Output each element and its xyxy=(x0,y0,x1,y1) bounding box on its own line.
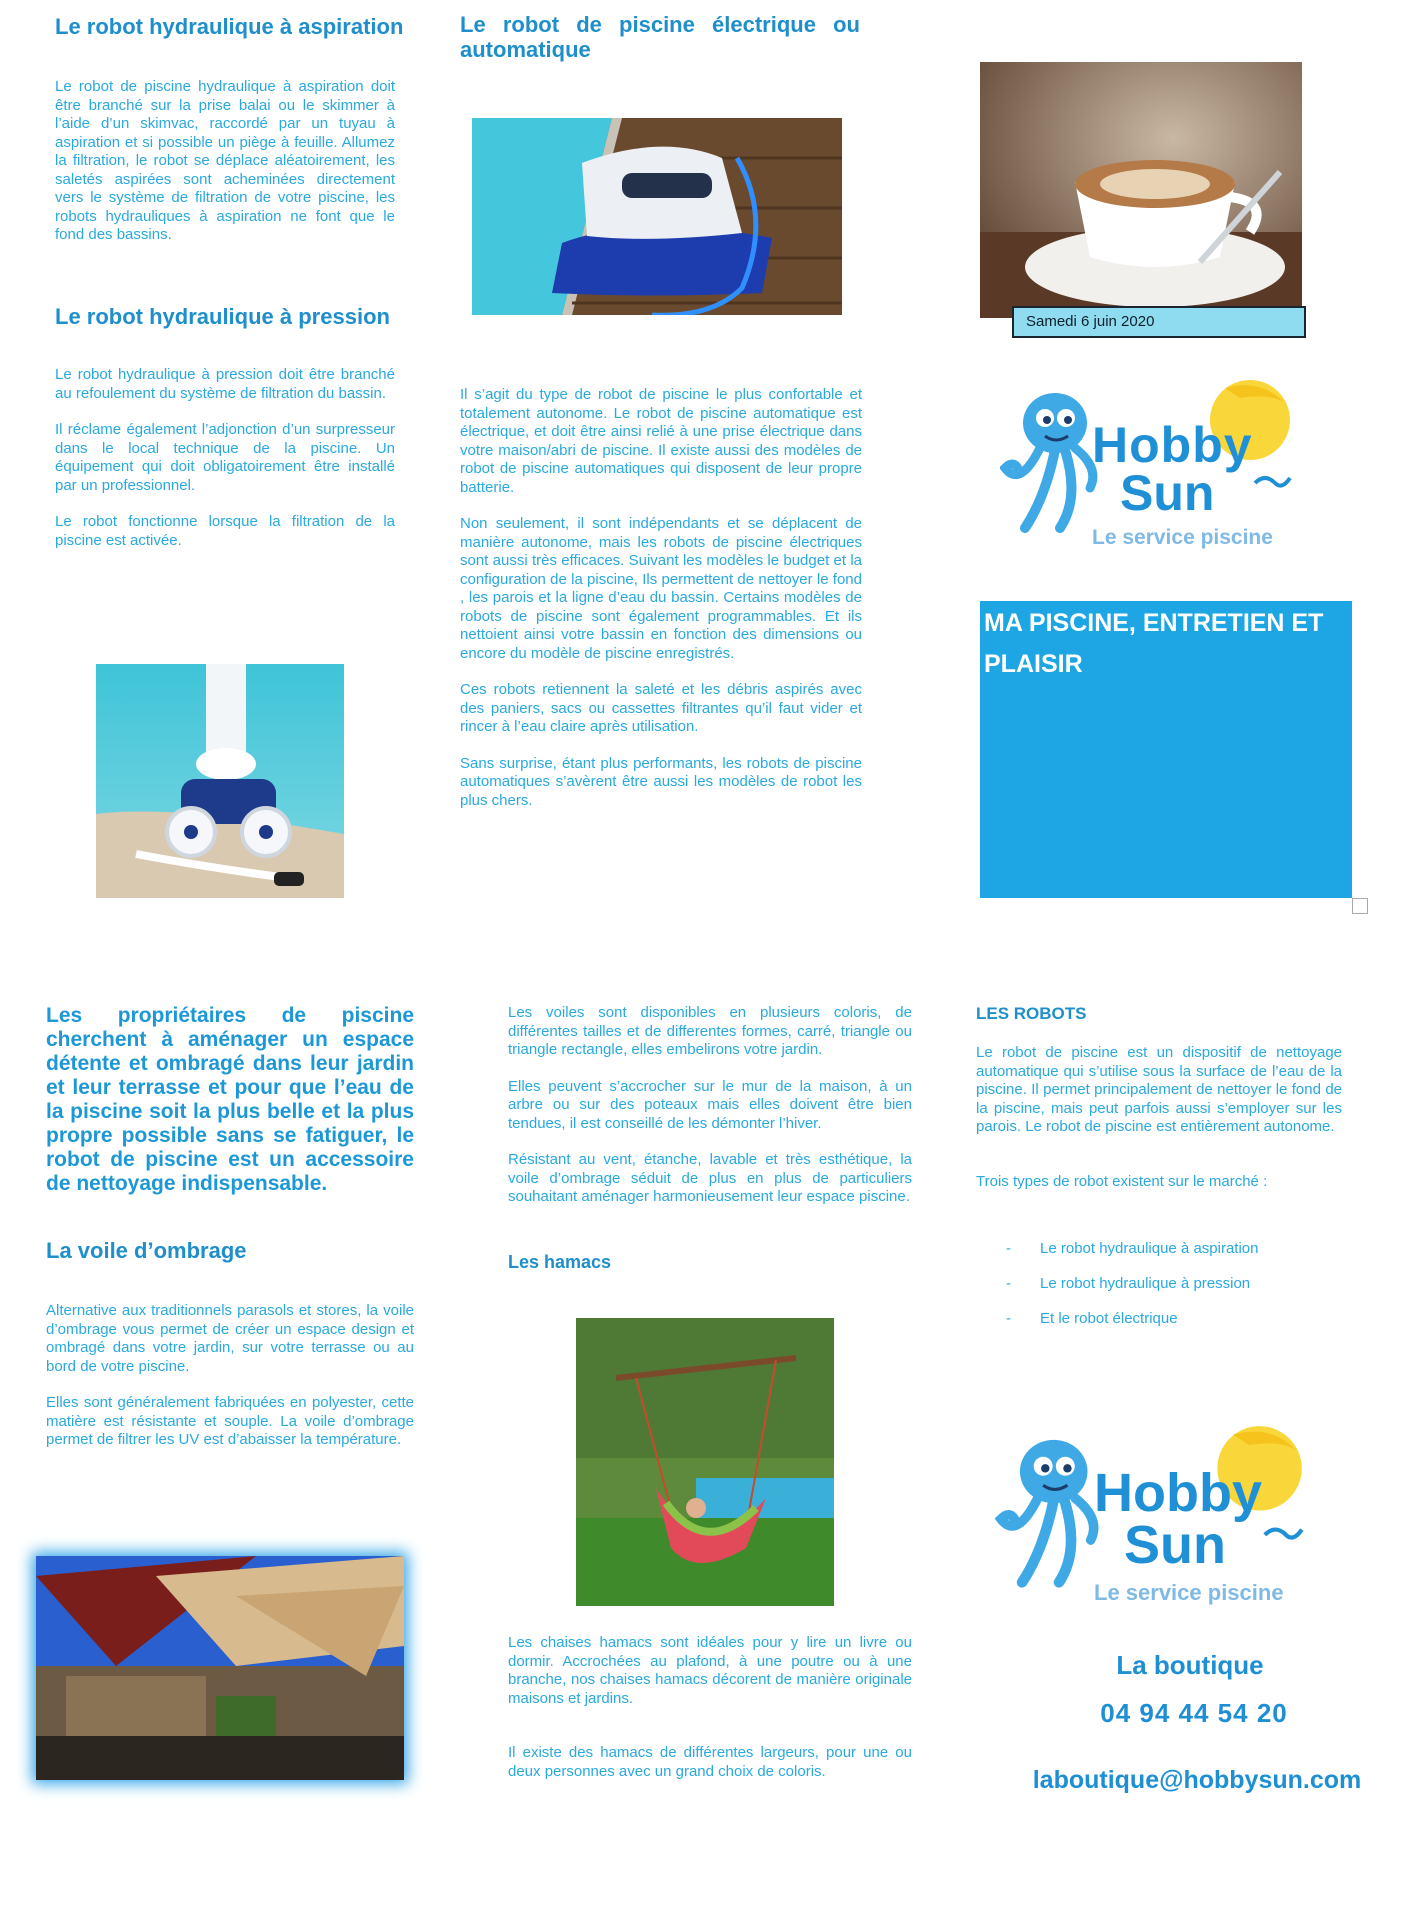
text-aspiration xyxy=(55,78,395,263)
date-box xyxy=(1012,306,1306,338)
text-hamacs xyxy=(508,1634,912,1799)
hobbysun-logo xyxy=(1000,378,1300,558)
title-robot-aspiration: Le robot hydraulique à aspiration xyxy=(55,14,404,39)
phone-number[interactable]: 04 94 44 54 20 xyxy=(1100,1698,1288,1728)
list-dash: - xyxy=(1006,1240,1011,1257)
title-hamacs: Les hamacs xyxy=(508,1252,612,1272)
logo-tagline: Le service piscine xyxy=(1092,526,1273,549)
text-electrique xyxy=(460,386,862,828)
paragraph: Il s’agit du type de robot de piscine le plus confortable et totalement autonome. Le robot de piscine automatique est électrique, et doit être ainsi relié à une prise électrique dans votre maison/abri de piscine. Il existe aussi des modèles de robot de piscine automatiques qui disposent de leur propre batterie. xyxy=(460,386,862,496)
paragraph: Alternative aux traditionnels parasols et stores, la voile d’ombrage vous permet de créer un espace design et ombragé dans votre jardin, sur votre terrasse ou au bord de votre piscine. xyxy=(46,1302,414,1375)
email-link[interactable]: laboutique@hobbysun.com xyxy=(1032,1766,1362,1794)
lead-paragraph: Les propriétaires de piscine cherchent à aménager un espace détente et ombragé dans leur jardin et leur terrasse et pour que l’eau de la piscine soit la plus belle et la plus propre possible sans se fatiguer, le robot de piscine est un accessoire de nettoyage indispensable. xyxy=(46,1004,414,1195)
banner-title: MA PISCINE, ENTRETIEN ET PLAISIR xyxy=(984,609,1324,678)
paragraph: Il existe des hamacs de différentes largeurs, pour une ou deux personnes avec un grand choix de coloris. xyxy=(508,1744,912,1780)
list-item-text: Le robot hydraulique à pression xyxy=(1040,1275,1251,1292)
resize-handle[interactable] xyxy=(1352,898,1368,914)
list-dash: - xyxy=(1006,1275,1011,1292)
list-item xyxy=(976,1310,1342,1327)
pressure-robot-photo xyxy=(96,664,344,898)
paragraph: Elles peuvent s’accrocher sur le mur de la maison, à un arbre ou sur des poteaux mais elles doivent être bien tendues, il est conseillé de les démonter l’hiver. xyxy=(508,1077,912,1132)
title-voile-ombrage: La voile d’ombrage xyxy=(46,1238,247,1263)
title-banner xyxy=(980,601,1352,898)
paragraph: Les voiles sont disponibles en plusieurs coloris, de différentes tailles et de differentes formes, carré, triangle ou triangle rectangle, elles embelirons votre jardin. xyxy=(508,1004,912,1058)
logo-tagline: Le service piscine xyxy=(1094,1580,1284,1605)
list-item xyxy=(976,1240,1342,1257)
paragraph: Elles sont généralement fabriquées en polyester, cette matière est résistante et souple. La voile d’ombrage permet de filtrer les UV est d’abaisser la température. xyxy=(46,1394,414,1448)
coffee-photo xyxy=(980,62,1302,318)
list-item-text: Et le robot électrique xyxy=(1040,1310,1178,1327)
paragraph: Trois types de robot existent sur le marché : xyxy=(976,1172,1268,1190)
list-item-text: Le robot hydraulique à aspiration xyxy=(1040,1240,1259,1257)
shade-sail-photo xyxy=(36,1556,404,1780)
logo-word-sun: Sun xyxy=(1120,465,1215,521)
logo-word-hobby: Hobby xyxy=(1094,1463,1262,1523)
paragraph: Le robot fonctionne lorsque la filtration de la piscine est activée. xyxy=(55,513,395,549)
title-les-robots: LES ROBOTS xyxy=(976,1004,1087,1023)
paragraph: Les chaises hamacs sont idéales pour y lire un livre ou dormir. Accrochées au plafond, à une poutre ou à une branche, nos chaises hamacs décorent de manière originale maisons et jardins. xyxy=(508,1634,912,1707)
text-voile-ombrage xyxy=(46,1302,414,1468)
logo-word-sun: Sun xyxy=(1124,1515,1226,1575)
title-robot-pression: Le robot hydraulique à pression xyxy=(55,304,390,329)
paragraph: Le robot de piscine hydraulique à aspiration doit être branché sur la prise balai ou le skimmer à l’aide d’un skimvac, raccordé par un tuyau à aspiration et si possible un piège à feuille. Allumez la filtration, le robot se déplace aléatoirement, les saletés aspirées sont acheminées directement vers le système de filtration de votre piscine, les robots hydrauliques à aspiration ne font que le fond des bassins. xyxy=(55,78,395,243)
text-les-robots xyxy=(976,1044,1342,1209)
paragraph: Le robot de piscine est un dispositif de nettoyage automatique qui s’utilise sous la surface de l’eau de la piscine. Il permet principalement de nettoyer le fond de la piscine, mais peut parfois aussi s’employer sur les parois. Le robot de piscine est entièrement autonome. xyxy=(976,1044,1342,1135)
paragraph: Non seulement, il sont indépendants et se déplacent de manière autonome, mais les robots de piscine électriques sont aussi très efficaces. Suivant les modèles le budget et la configuration de la piscine, Ils permettent de nettoyer le fond , les parois et la ligne d’eau du bassin. Certains modèles de robots de piscine sont également programmables. Et ils nettoient ainsi votre bassin en fonction des dimensions ou encore du modèle de piscine enregistrés. xyxy=(460,515,862,662)
date-text: Samedi 6 juin 2020 xyxy=(1026,313,1155,330)
robot-types-list xyxy=(976,1240,1342,1345)
hobbysun-logo-2 xyxy=(994,1424,1314,1614)
shop-label: La boutique xyxy=(1116,1650,1264,1680)
paragraph: Le robot hydraulique à pression doit être branché au refoulement du système de filtration du bassin. xyxy=(55,366,395,402)
text-voiles xyxy=(508,1004,912,1225)
hammock-photo xyxy=(576,1318,834,1606)
logo-word-hobby: Hobby xyxy=(1092,417,1253,473)
list-dash: - xyxy=(1006,1310,1011,1327)
electric-robot-photo xyxy=(472,118,842,315)
paragraph: Il réclame également l’adjonction d’un surpresseur dans le local technique de la piscine. Un équipement qui doit obligatoirement être installé par un professionnel. xyxy=(55,421,395,494)
list-item xyxy=(976,1275,1342,1292)
paragraph: Résistant au vent, étanche, lavable et très esthétique, la voile d’ombrage séduit de plus en plus de particuliers souhaitant aménager harmonieusement leur espace piscine. xyxy=(508,1151,912,1205)
text-pression xyxy=(55,366,395,568)
title-robot-electrique: Le robot de piscine électrique ou automatique xyxy=(460,12,860,62)
paragraph: Ces robots retiennent la saleté et les débris aspirés avec des paniers, sacs ou cassettes filtrantes qu’il faut vider et rincer à l’eau claire après utilisation. xyxy=(460,681,862,735)
paragraph: Sans surprise, étant plus performants, les robots de piscine automatiques s’avèrent être aussi les modèles de robot les plus chers. xyxy=(460,754,862,809)
